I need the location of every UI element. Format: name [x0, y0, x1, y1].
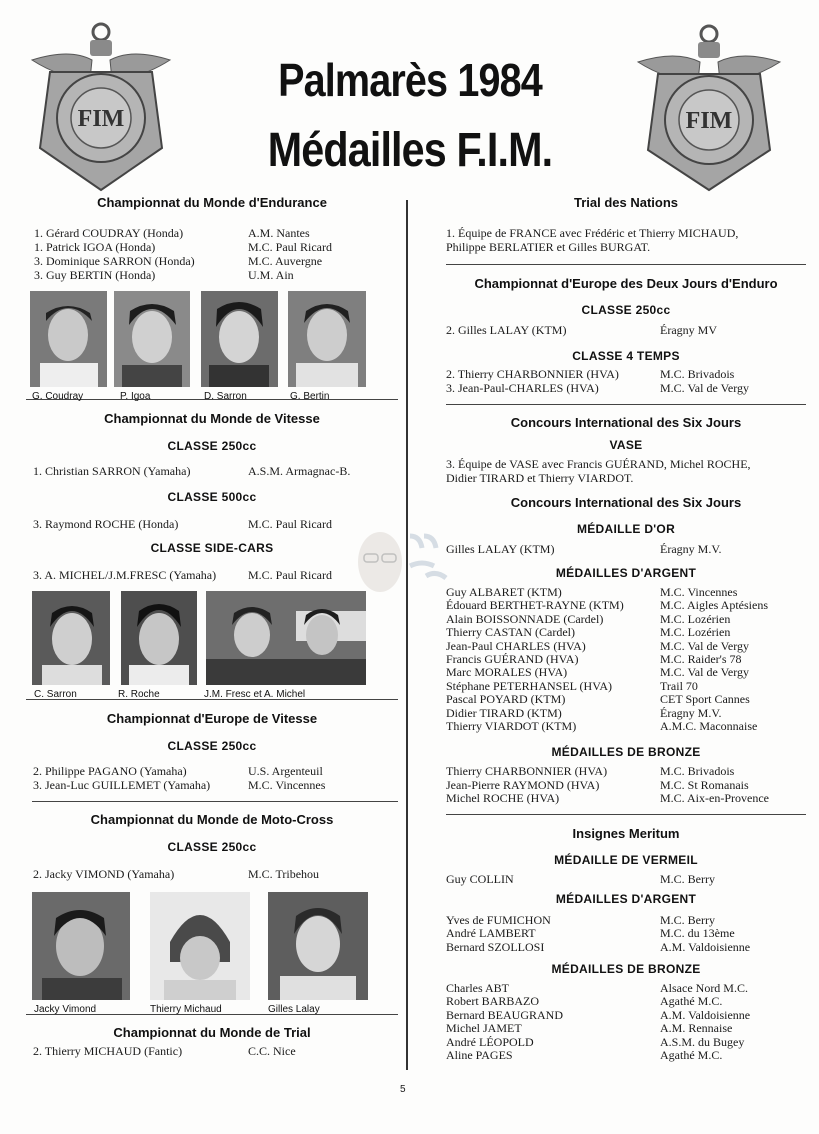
result-row: 3. Jean-Paul-CHARLES (HVA) M.C. Val de Vergy — [446, 381, 750, 395]
caption-roche: R. Roche — [118, 689, 160, 700]
photo-vimond — [32, 892, 130, 1000]
vase-text: 3. Équipe de VASE avec Francis GUÉRAND, Michel ROCHE, Didier TIRARD et Thierry VIARDOT. — [446, 457, 751, 485]
caption-c-sarron: C. Sarron — [34, 689, 77, 700]
subheading-medailles-bronze: MÉDAILLES DE BRONZE — [551, 745, 701, 760]
caption-vimond: Jacky Vimond — [34, 1004, 97, 1015]
result-row: 2. Thierry MICHAUD (Fantic) C.C. Nice — [33, 1044, 296, 1058]
caption-fresc-michel: J.M. Fresc et A. Michel — [204, 689, 306, 700]
result-row: Thierry CASTAN (Cardel) M.C. Lozérien — [446, 625, 731, 640]
subheading-medailles-argent: MÉDAILLES D'ARGENT — [555, 566, 697, 580]
result-row: Thierry VIARDOT (KTM) A.M.C. Maconnaise — [446, 719, 758, 734]
photo-roche — [121, 591, 197, 685]
result-row: 3. Guy BERTIN (Honda) U.M. Ain — [34, 268, 294, 282]
subheading-vase: VASE — [609, 438, 643, 452]
fim-emblem-left-icon — [30, 20, 172, 194]
column-divider — [406, 200, 408, 1070]
result-row: Stéphane PETERHANSEL (HVA) Trail 70 — [446, 678, 698, 693]
photo-d-sarron — [201, 291, 278, 387]
heading-insignes-meritum: Insignes Meritum — [572, 825, 680, 841]
result-row: Robert BARBAZO Agathé M.C. — [446, 994, 723, 1009]
result-row: Francis GUÉRAND (HVA) M.C. Raider's 78 — [446, 652, 742, 667]
result-row: Guy ALBARET (KTM) M.C. Vincennes — [446, 585, 738, 599]
result-row: Pascal POYARD (KTM) CET Sport Cannes — [446, 692, 750, 707]
result-row: 1. Patrick IGOA (Honda) M.C. Paul Ricard — [34, 240, 332, 254]
result-row: Didier TIRARD (KTM) Éragny M.V. — [446, 705, 722, 720]
result-row: 2. Philippe PAGANO (Yamaha) U.S. Argenteuil — [33, 764, 323, 778]
heading-trial-nations: Trial des Nations — [573, 195, 679, 210]
subheading-4-temps: CLASSE 4 TEMPS — [572, 349, 680, 363]
caption-bertin: G. Bertin — [290, 391, 330, 402]
result-row: André LAMBERT M.C. du 13ème — [446, 926, 735, 941]
title-line-1: Palmarès 1984 — [278, 54, 542, 106]
photo-strip-endurance — [26, 291, 398, 405]
caption-d-sarron: D. Sarron — [204, 391, 247, 402]
photo-fresc-michel — [206, 591, 366, 685]
subheading-500cc: CLASSE 500cc — [167, 490, 257, 504]
result-row: 2. Thierry CHARBONNIER (HVA) M.C. Brivadois — [446, 367, 735, 381]
heading-six-jours: Concours International des Six Jours — [510, 495, 742, 510]
right-column — [446, 192, 806, 1062]
section-rule — [446, 264, 806, 265]
result-row: Alain BOISSONNADE (Cardel) M.C. Lozérien — [446, 611, 731, 626]
photo-strip-motocross — [26, 892, 398, 1016]
result-row: Charles ABT Alsace Nord M.C. — [446, 980, 748, 995]
caption-coudray: G. Coudray — [32, 391, 84, 402]
enduro-4t-results — [446, 367, 806, 395]
result-row: 3. A. MICHEL/J.M.FRESC (Yamaha) M.C. Paul Ricard — [33, 568, 332, 582]
endurance-results — [26, 226, 398, 282]
result-row: Jean-Paul CHARLES (HVA) M.C. Val de Vergy — [446, 638, 750, 653]
result-row: 2. Gilles LALAY (KTM) Éragny MV — [446, 323, 717, 337]
result-row: Michel JAMET A.M. Rennaise — [446, 1021, 733, 1036]
watermark-logo-icon — [352, 526, 462, 606]
photo-lalay — [268, 892, 368, 1000]
svg-text:FIM: FIM — [685, 108, 733, 134]
subheading-vermeil: MÉDAILLE DE VERMEIL — [554, 852, 698, 867]
result-row: 1. Gérard COUDRAY (Honda) A.M. Nantes — [34, 226, 310, 240]
heading-vitesse: Championnat du Monde de Vitesse — [104, 411, 320, 426]
caption-igoa: P. Igoa — [120, 391, 151, 402]
result-row: Michel ROCHE (HVA) M.C. Aix-en-Provence — [446, 791, 769, 806]
subheading-250cc: CLASSE 250cc — [167, 840, 257, 854]
section-rule — [446, 814, 806, 815]
insignes-bronze-list — [446, 982, 806, 1062]
result-row: Gilles LALAY (KTM) Éragny M.V. — [446, 542, 722, 556]
result-row: Thierry CHARBONNIER (HVA) M.C. Brivadois — [446, 764, 735, 779]
photo-strip-vitesse — [26, 591, 398, 703]
europe-vitesse-results — [26, 764, 398, 792]
result-row: Guy COLLIN M.C. Berry — [446, 871, 715, 886]
caption-t-michaud: Thierry Michaud — [150, 1004, 222, 1015]
heading-six-jours-vase: Concours International des Six Jours — [510, 415, 742, 430]
photo-c-sarron — [32, 591, 110, 685]
photo-igoa — [114, 291, 190, 387]
photo-t-michaud — [150, 892, 250, 1000]
section-rule — [32, 801, 398, 802]
left-column — [26, 192, 398, 1058]
trial-nations-text: 1. Équipe de FRANCE avec Frédéric et Thierry MICHAUD, Philippe BERLATIER et Gilles BURGAT. — [446, 226, 739, 254]
subheading-insignes-bronze: MÉDAILLES DE BRONZE — [551, 961, 701, 976]
result-row: 1. Christian SARRON (Yamaha) A.S.M. Armagnac-B. — [33, 464, 351, 478]
result-row: Jean-Pierre RAYMOND (HVA) M.C. St Romanais — [446, 777, 749, 792]
heading-motocross: Championnat du Monde de Moto-Cross — [90, 812, 334, 827]
page-title — [200, 52, 620, 182]
subheading-250cc: CLASSE 250cc — [581, 303, 671, 317]
six-jours-bronze-list — [446, 765, 806, 805]
six-jours-argent-list — [446, 586, 806, 733]
result-row: Marc MORALES (HVA) M.C. Val de Vergy — [446, 665, 750, 680]
result-row: Édouard BERTHET-RAYNE (KTM) M.C. Aigles Aptésiens — [446, 598, 769, 613]
result-row: Aline PAGES Agathé M.C. — [446, 1047, 723, 1062]
section-rule — [446, 404, 806, 405]
subheading-insignes-argent: MÉDAILLES D'ARGENT — [555, 891, 697, 906]
result-row: Bernard SZOLLOSI A.M. Valdoisienne — [446, 939, 751, 954]
heading-enduro: Championnat d'Europe des Deux Jours d'Enduro — [474, 276, 778, 291]
result-row: Bernard BEAUGRAND A.M. Valdoisienne — [446, 1007, 751, 1022]
result-row: 3. Dominique SARRON (Honda) M.C. Auvergne — [34, 254, 323, 268]
photo-bertin — [288, 291, 366, 387]
heading-endurance: Championnat du Monde d'Endurance — [97, 195, 327, 210]
subheading-250cc: CLASSE 250cc — [167, 439, 257, 453]
photo-coudray — [30, 291, 107, 387]
subheading-side-cars: CLASSE SIDE-CARS — [150, 541, 274, 555]
insignes-argent-list — [446, 914, 806, 954]
result-row: André LÉOPOLD A.S.M. du Bugey — [446, 1034, 745, 1049]
subheading-medaille-or: MÉDAILLE D'OR — [576, 522, 676, 536]
subheading-250cc: CLASSE 250cc — [167, 739, 257, 753]
fim-emblem-right-icon — [636, 22, 782, 194]
result-row: Yves de FUMICHON M.C. Berry — [446, 912, 715, 927]
caption-lalay: Gilles Lalay — [268, 1004, 320, 1015]
svg-text:FIM: FIM — [77, 106, 125, 132]
result-row: 3. Jean-Luc GUILLEMET (Yamaha) M.C. Vincennes — [33, 778, 326, 792]
heading-europe-vitesse: Championnat d'Europe de Vitesse — [106, 711, 318, 726]
page-number: 5 — [400, 1084, 406, 1095]
title-line-2: Médailles F.I.M. — [267, 124, 553, 177]
result-row: 2. Jacky VIMOND (Yamaha) M.C. Tribehou — [33, 867, 320, 881]
heading-trial: Championnat du Monde de Trial — [113, 1025, 311, 1040]
result-row: 3. Raymond ROCHE (Honda) M.C. Paul Ricard — [33, 517, 332, 531]
